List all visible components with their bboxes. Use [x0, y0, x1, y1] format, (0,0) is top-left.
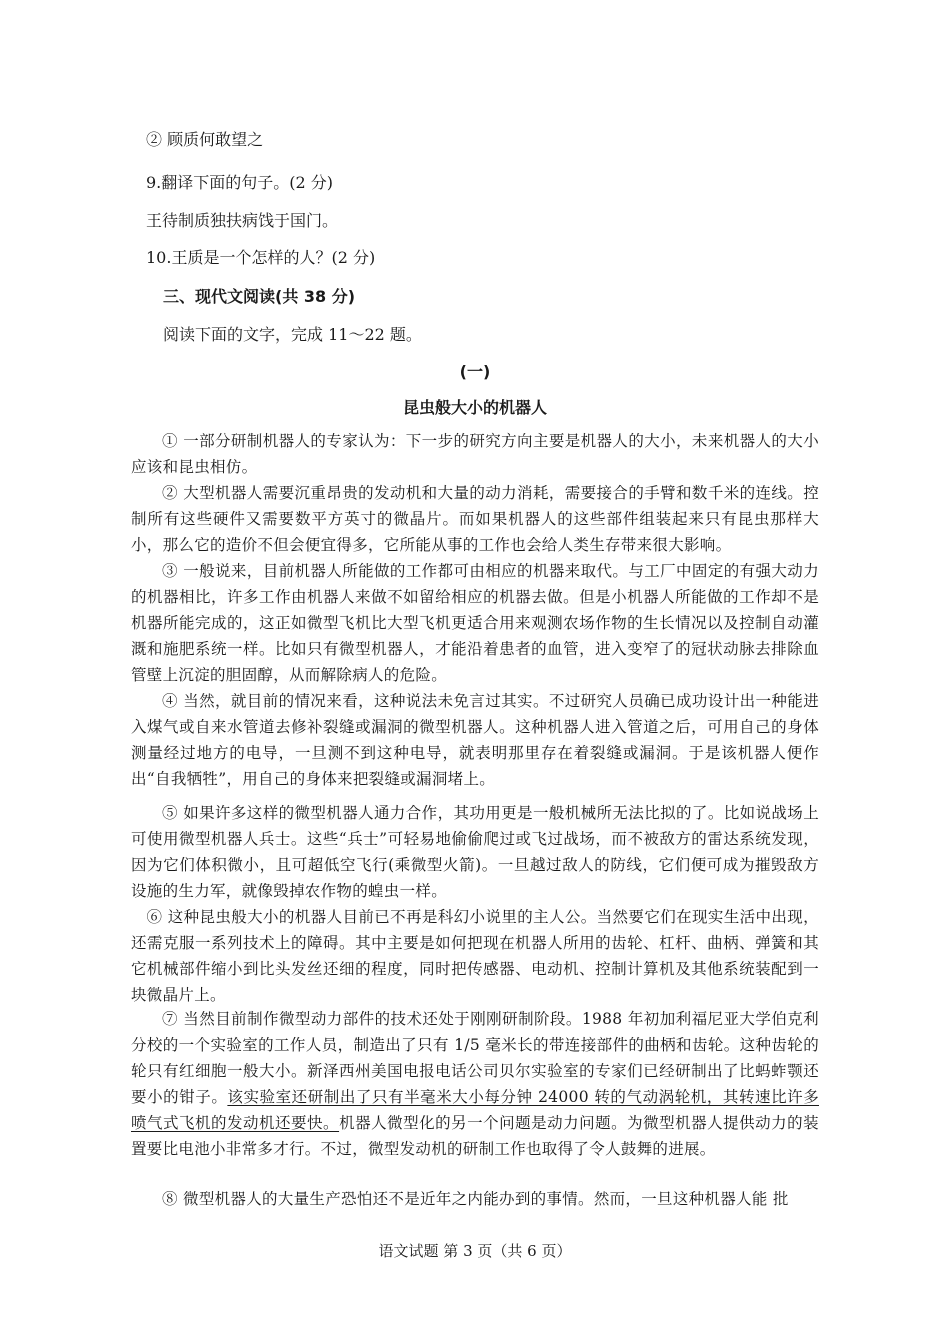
- paragraph-3: ③ 一般说来，目前机器人所能做的工作都可由相应的机器来取代。与工厂中固定的有强大动力的机器相比，许多工作由机器人来做不如留给相应的机器去做。但是小机器人所能做的工作却不是机器所能完成的，这正如微型飞机比大型飞机更适合用来观测农场作物的生长情况以及控制自动灌溉和施肥系统一样。比如只有微型机器人，才能沿着患者的血管，进入变窄了的冠状动脉去排除血管壁上沉淀的胆固醇，从而解除病人的危险。: [131, 562, 819, 684]
- question-9-sentence: 王待制质独扶病饯于国门。: [146, 211, 339, 230]
- passage-title: 昆虫般大小的机器人: [402, 398, 547, 417]
- question-10: 10.王质是一个怎样的人？(2 分): [146, 248, 376, 267]
- question-8-item-2: ② 顾质何敢望之: [146, 130, 264, 149]
- passage-part-label: (一): [459, 362, 491, 381]
- paragraph-6: ⑥ 这种昆虫般大小的机器人目前已不再是科幻小说里的主人公。当然要它们在现实生活中出现，还需克服一系列技术上的障碍。其中主要是如何把现在机器人所用的齿轮、杠杆、曲柄、弹簧和其它机械部件缩小到比头发丝还细的程度，同时把传感器、电动机、控制计算机及其他系统装配到一块微晶片上。: [131, 908, 819, 1004]
- paragraph-1: ① 一部分研制机器人的专家认为：下一步的研究方向主要是机器人的大小，未来机器人的大小应该和昆虫相仿。: [131, 432, 819, 476]
- paragraph-2: ② 大型机器人需要沉重昂贵的发动机和大量的动力消耗，需要接合的手臂和数千米的连线。控制所有这些硬件又需要数平方英寸的微晶片。而如果机器人的这些部件组装起来只有昆虫那样大小，那么它的造价不但会便宜得多，它所能从事的工作也会给人类生存带来很大影响。: [131, 484, 819, 554]
- paragraph-7-underlined-sentence: 该实验室还研制出了只有半毫米大小每分钟 24000 转的气动涡轮机，其转速比许多喷气式飞机的发动机还要快。: [131, 1088, 819, 1132]
- section-instruction: 阅读下面的文字，完成 11～22 题。: [163, 325, 422, 344]
- question-9: 9.翻译下面的句子。(2 分): [146, 173, 334, 192]
- paragraph-7-text-b: 机器人微型化的另一个问题是动力问题。为微型机器人提供动力的装置要比电池小非常多才行。不过，微型发动机的研制工作也取得了令人鼓舞的进展。: [131, 1114, 819, 1158]
- paragraph-7-text-a: ⑦ 当然目前制作微型动力部件的技术还处于刚刚研制阶段。1988 年初加利福尼亚大学伯克利分校的一个实验室的工作人员，制造出了只有 1/5 毫米长的带连接部件的曲柄和齿轮。这种齿轮的轮只有红细胞一般大小。新泽西州美国电报电话公司贝尔实验室的专家们已经研制出了比蚂蚱颚还要小的钳子。: [131, 1010, 819, 1106]
- paragraph-7: [131, 1006, 819, 1162]
- paragraph-5: ⑤ 如果许多这样的微型机器人通力合作，其功用更是一般机械所无法比拟的了。比如说战场上可使用微型机器人兵士。这些“兵士”可轻易地偷偷爬过或飞过战场，而不被敌方的雷达系统发现，因为它们体积微小，且可超低空飞行(乘微型火箭)。一旦越过敌人的防线，它们便可成为摧毁敌方设施的生力军，就像毁掉农作物的蝗虫一样。: [131, 804, 819, 900]
- section-heading: 三、现代文阅读(共 38 分): [163, 287, 356, 306]
- paragraph-8: ⑧ 微型机器人的大量生产恐怕还不是近年之内能办到的事情。然而，一旦这种机器人能 批: [162, 1190, 789, 1208]
- page-footer: 语文试题 第 3 页（共 6 页）: [378, 1242, 572, 1260]
- paragraph-4: ④ 当然，就目前的情况来看，这种说法未免言过其实。不过研究人员确已成功设计出一种能进入煤气或自来水管道去修补裂缝或漏洞的微型机器人。这种机器人进入管道之后，可用自己的身体测量经过地方的电导，一旦测不到这种电导，就表明那里存在着裂缝或漏洞。于是该机器人便作出“自我牺牲”，用自己的身体来把裂缝或漏洞堵上。: [131, 692, 819, 788]
